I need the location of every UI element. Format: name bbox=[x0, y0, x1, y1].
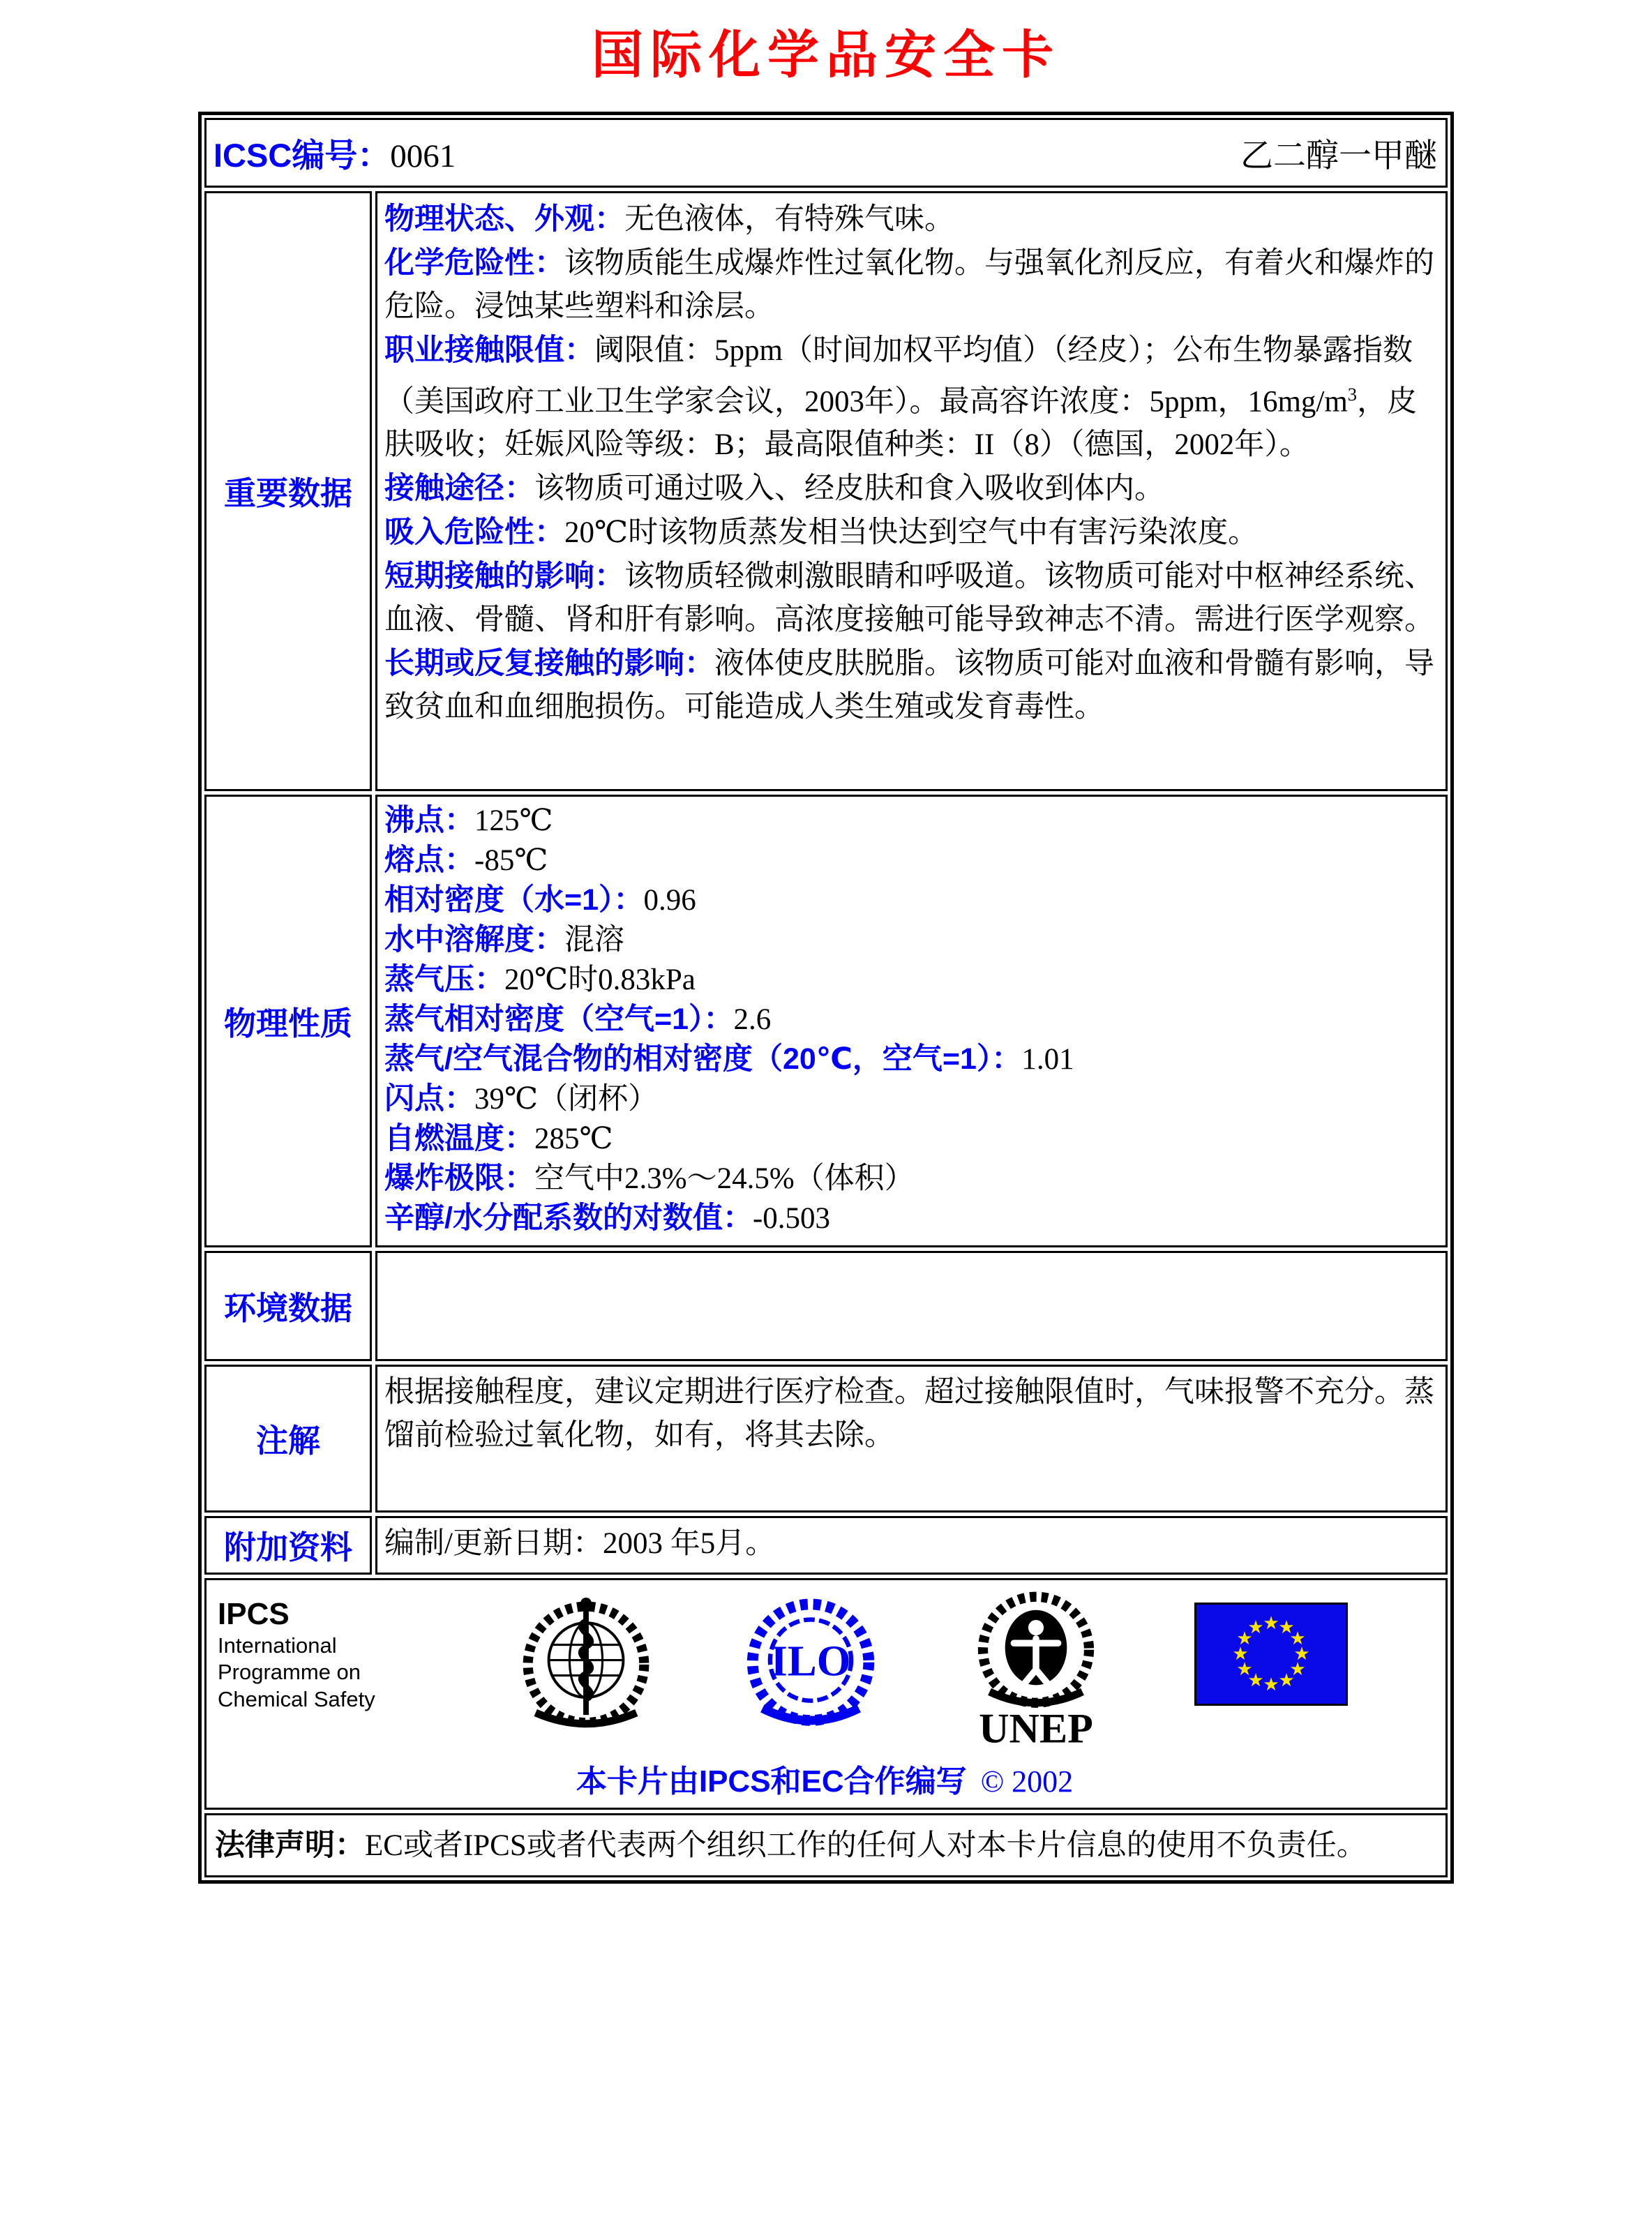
ipcs-wordmark bbox=[218, 1590, 427, 1713]
footer-logos-cell bbox=[204, 1578, 1448, 1810]
copyright-text: © 2002 bbox=[980, 1764, 1074, 1799]
entry-text: 编制/更新日期：2003 年5月。 bbox=[384, 1527, 776, 1560]
section-label-notes bbox=[204, 1365, 372, 1513]
data-entry bbox=[384, 329, 1436, 467]
section-physical-properties bbox=[204, 795, 1448, 1247]
entry-label: 水中溶解度： bbox=[384, 923, 564, 956]
entry-label: 职业接触限值： bbox=[384, 333, 594, 367]
ipcs-subtitle-line: Programme on bbox=[218, 1660, 361, 1685]
entry-text: 该物质能生成爆炸性过氧化物。与强氧化剂反应，有着火和爆炸的危险。浸蚀某些塑料和涂层。 bbox=[384, 247, 1434, 323]
section-additional-information bbox=[204, 1516, 1448, 1575]
icsc-number-label: ICSC编号： bbox=[213, 136, 391, 174]
section-content-important-data bbox=[375, 191, 1448, 791]
entry-label: 辛醇/水分配系数的对数值： bbox=[384, 1201, 753, 1235]
entry-label: 闪点： bbox=[384, 1082, 474, 1116]
entry-label: 蒸气/空气混合物的相对密度（20℃，空气=1）： bbox=[384, 1042, 1022, 1076]
header-cell bbox=[204, 118, 1448, 188]
entry-label: 吸入危险性： bbox=[384, 516, 564, 550]
entry-label: 蒸气压： bbox=[384, 963, 504, 996]
data-entry bbox=[384, 241, 1436, 329]
entry-text: 该物质轻微刺激眼睛和呼吸道。该物质可能对中枢神经系统、血液、骨髓、肾和肝有影响。高浓度接触可能导致神志不清。需进行医学观察。 bbox=[384, 560, 1434, 637]
entry-label: 长期或反复接触的影响： bbox=[384, 647, 714, 681]
entry-value: -0.503 bbox=[752, 1202, 831, 1235]
logos-strip bbox=[218, 1590, 1432, 1750]
who-logo-icon bbox=[520, 1590, 652, 1743]
entry-label: 化学危险性： bbox=[384, 246, 564, 280]
section-important-data bbox=[204, 191, 1448, 791]
property-entry bbox=[384, 960, 1436, 1000]
legal-notice-row bbox=[204, 1813, 1448, 1877]
cooperation-caption bbox=[218, 1756, 1432, 1801]
section-environmental-data bbox=[204, 1251, 1448, 1361]
footer-logos-row bbox=[204, 1578, 1448, 1810]
section-content-additional-information bbox=[375, 1516, 1448, 1575]
icsc-number-value: 0061 bbox=[390, 137, 456, 174]
section-content-environmental-data bbox=[375, 1251, 1448, 1361]
data-entry bbox=[384, 642, 1436, 729]
entry-text: 阈限值：5ppm（时间加权平均值）（经皮）；公布生物暴露指数（美国政府工业卫生学家会议，2003年）。最高容许浓度：5ppm，16mg/m bbox=[384, 334, 1413, 419]
section-label-text: 重要数据 bbox=[224, 475, 352, 511]
legal-notice-text: EC或者IPCS或者代表两个组织工作的任何人对本卡片信息的使用不负责任。 bbox=[365, 1829, 1367, 1862]
data-entry bbox=[384, 555, 1436, 642]
svg-text:★: ★ bbox=[1263, 1674, 1279, 1695]
entry-label: 熔点： bbox=[384, 843, 474, 877]
svg-text:★: ★ bbox=[1236, 1628, 1253, 1649]
entry-label: 物理状态、外观： bbox=[384, 202, 624, 236]
entry-value: 0.96 bbox=[643, 884, 696, 917]
cooperation-caption-text: 本卡片由IPCS和EC合作编写 bbox=[576, 1764, 967, 1799]
section-content-notes bbox=[375, 1365, 1448, 1513]
entry-text: 根据接触程度，建议定期进行医疗检查。超过接触限值时，气味报警不充分。蒸馏前检验过氧化物，如有，将其去除。 bbox=[384, 1376, 1434, 1452]
property-entry bbox=[384, 1159, 1436, 1199]
data-entry bbox=[384, 467, 1436, 511]
data-entry bbox=[384, 197, 1436, 241]
property-entry bbox=[384, 1040, 1436, 1079]
property-entry bbox=[384, 841, 1436, 880]
section-label-additional-information bbox=[204, 1516, 372, 1575]
section-label-text: 环境数据 bbox=[224, 1290, 352, 1326]
section-label-text: 附加资料 bbox=[224, 1529, 352, 1566]
svg-text:★: ★ bbox=[1247, 1617, 1264, 1638]
entry-text: 20℃时该物质蒸发相当快达到空气中有害污染浓度。 bbox=[564, 516, 1259, 550]
property-entry bbox=[384, 1119, 1436, 1159]
entry-value: 1.01 bbox=[1021, 1043, 1074, 1076]
section-label-environmental-data bbox=[204, 1251, 372, 1361]
chemical-name: 乙二醇一甲醚 bbox=[1240, 137, 1437, 174]
icsc-card-table bbox=[198, 112, 1454, 1884]
entry-value: 125℃ bbox=[474, 804, 553, 837]
ilo-logo-icon bbox=[744, 1590, 877, 1743]
entry-label: 短期接触的影响： bbox=[384, 560, 624, 594]
legal-notice-cell bbox=[204, 1813, 1448, 1877]
ipcs-title: IPCS bbox=[218, 1597, 290, 1631]
property-entry bbox=[384, 1000, 1436, 1040]
section-label-physical-properties bbox=[204, 795, 372, 1247]
svg-text:★: ★ bbox=[1278, 1617, 1295, 1638]
section-label-important-data bbox=[204, 191, 372, 791]
data-entry bbox=[384, 511, 1436, 555]
page-title: 国际化学品安全卡 bbox=[592, 26, 1060, 84]
svg-text:★: ★ bbox=[1289, 1659, 1306, 1680]
entry-label: 爆炸极限： bbox=[384, 1162, 534, 1195]
ipcs-subtitle-line: Chemical Safety bbox=[218, 1687, 375, 1712]
entry-value: 空气中2.3%～24.5%（体积） bbox=[534, 1162, 915, 1195]
entry-label: 沸点： bbox=[384, 804, 474, 837]
entry-value: 2.6 bbox=[733, 1003, 772, 1036]
svg-text:★: ★ bbox=[1289, 1628, 1306, 1649]
svg-text:★: ★ bbox=[1263, 1613, 1279, 1634]
entry-value: 20℃时0.83kPa bbox=[504, 963, 696, 996]
svg-text:★: ★ bbox=[1232, 1644, 1249, 1665]
entry-value: 混溶 bbox=[564, 924, 624, 956]
property-entry bbox=[384, 801, 1436, 841]
header-row bbox=[204, 118, 1448, 188]
entry-text: ，皮肤吸收；妊娠风险等级：B；最高限值种类：II（8）（德国，2002年）。 bbox=[384, 385, 1418, 462]
property-entry bbox=[384, 920, 1436, 960]
entry-text: 无色液体，有特殊气味。 bbox=[624, 203, 954, 236]
entry-label: 相对密度（水=1）： bbox=[384, 883, 644, 917]
property-entry bbox=[384, 1079, 1436, 1119]
section-label-text: 注解 bbox=[256, 1423, 320, 1459]
eu-flag-icon bbox=[1194, 1590, 1348, 1706]
svg-text:★: ★ bbox=[1278, 1670, 1295, 1691]
entry-value: 285℃ bbox=[534, 1123, 613, 1155]
entry-label: 自燃温度： bbox=[384, 1122, 534, 1155]
legal-notice-label: 法律声明： bbox=[215, 1828, 365, 1862]
icsc-number-group bbox=[213, 130, 456, 177]
svg-text:★: ★ bbox=[1247, 1670, 1264, 1691]
entry-value: -85℃ bbox=[474, 844, 548, 877]
entry-label: 接触途径： bbox=[384, 472, 534, 506]
section-content-physical-properties bbox=[375, 795, 1448, 1247]
entry-value: 39℃（闭杯） bbox=[474, 1083, 659, 1116]
ipcs-subtitle-line: International bbox=[218, 1633, 337, 1658]
section-label-text: 物理性质 bbox=[224, 1005, 352, 1042]
svg-text:★: ★ bbox=[1236, 1659, 1253, 1680]
section-notes bbox=[204, 1365, 1448, 1513]
unep-logo-text: UNEP bbox=[978, 1705, 1093, 1750]
property-entry bbox=[384, 880, 1436, 920]
unep-logo-icon bbox=[970, 1590, 1102, 1750]
entry-label: 蒸气相对密度（空气=1）： bbox=[384, 1003, 734, 1036]
entry-superscript: 3 bbox=[1347, 384, 1358, 405]
entry-text: 该物质可通过吸入、经皮肤和食入吸收到体内。 bbox=[534, 472, 1164, 506]
svg-text:★: ★ bbox=[1293, 1644, 1310, 1665]
entry-text: 液体使皮肤脱脂。该物质可能对血液和骨髓有影响，导致贫血和血细胞损伤。可能造成人类生殖或发育毒性。 bbox=[384, 647, 1434, 724]
ilo-logo-text: ILO bbox=[770, 1636, 851, 1686]
property-entry bbox=[384, 1199, 1436, 1238]
